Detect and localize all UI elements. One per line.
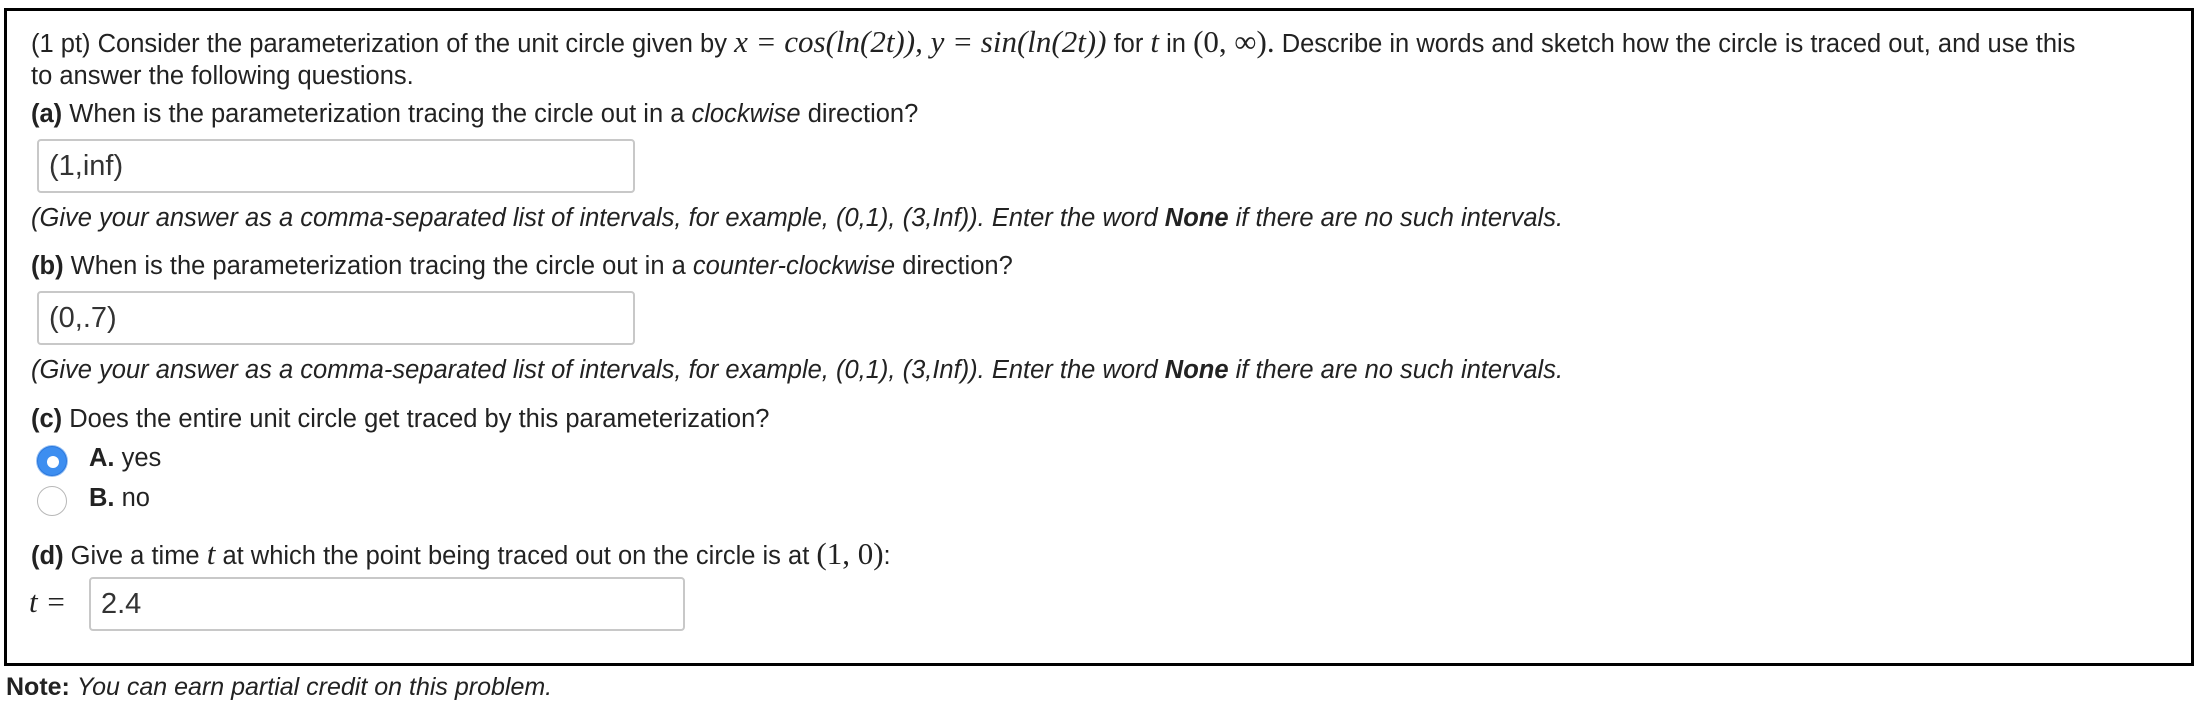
part-d-label: (d) bbox=[31, 542, 64, 570]
target-point: (1, 0) bbox=[816, 536, 884, 571]
hint-text-before: (Give your answer as a comma-separated list of intervals, for example, (0,1), (3,Inf)). Enter the word bbox=[31, 204, 1158, 232]
for-text: for bbox=[1113, 30, 1144, 58]
part-a-text-before: When is the parameterization tracing the circle out in a bbox=[69, 100, 685, 128]
t-variable: t bbox=[1150, 24, 1160, 59]
part-d-question bbox=[31, 537, 891, 573]
points-label: (1 pt) bbox=[31, 30, 91, 58]
part-d-text-after: at which the point being traced out on the circle is at bbox=[222, 542, 810, 570]
option-a-radio[interactable] bbox=[37, 446, 67, 476]
part-b-text-before: When is the parameterization tracing the circle out in a bbox=[70, 252, 686, 280]
part-d-answer-input[interactable]: 2.4 bbox=[89, 577, 685, 631]
hint-text-after: if there are no such intervals. bbox=[1235, 204, 1564, 232]
note-text: You can earn partial credit on this problem. bbox=[76, 673, 553, 701]
hint-text-after: if there are no such intervals. bbox=[1235, 356, 1564, 384]
problem-frame bbox=[4, 8, 2194, 666]
part-b-hint bbox=[31, 353, 1563, 387]
note-label: Note: bbox=[6, 673, 70, 701]
part-d-text-before: Give a time bbox=[70, 542, 200, 570]
question-line-1 bbox=[31, 25, 2075, 61]
part-a-answer-input[interactable]: (1,inf) bbox=[37, 139, 635, 193]
part-c-question bbox=[31, 402, 769, 436]
option-b-letter: B. bbox=[89, 484, 115, 512]
parameterization-expression: x = cos(ln(2t)), y = sin(ln(2t)) bbox=[734, 24, 1107, 59]
part-b-label: (b) bbox=[31, 252, 64, 280]
part-d-t-variable: t bbox=[206, 536, 216, 571]
option-b-label[interactable] bbox=[89, 481, 150, 515]
question-intro: Consider the parameterization of the unit circle given by bbox=[97, 30, 727, 58]
part-a-hint bbox=[31, 201, 1563, 235]
option-a-text: yes bbox=[121, 444, 162, 472]
part-a-text-after: direction? bbox=[807, 100, 919, 128]
hint-none-word: None bbox=[1164, 204, 1229, 232]
part-b-answer-input[interactable]: (0,.7) bbox=[37, 291, 635, 345]
part-a-emphasis: clockwise bbox=[691, 100, 801, 128]
hint-none-word: None bbox=[1164, 356, 1229, 384]
option-a-letter: A. bbox=[89, 444, 115, 472]
part-d-colon: : bbox=[883, 542, 891, 570]
t-equals-label: t = bbox=[29, 584, 67, 619]
note-footer bbox=[6, 672, 552, 702]
option-b-text: no bbox=[121, 484, 150, 512]
part-c-label: (c) bbox=[31, 405, 63, 433]
part-b-question bbox=[31, 249, 1013, 283]
part-b-emphasis: counter-clockwise bbox=[692, 252, 896, 280]
in-text: in bbox=[1166, 30, 1186, 58]
question-line-2: to answer the following questions. bbox=[31, 62, 414, 90]
option-a-label[interactable] bbox=[89, 441, 161, 475]
part-a-question bbox=[31, 97, 918, 131]
part-b-text-after: direction? bbox=[902, 252, 1013, 280]
domain-interval: (0, ∞). bbox=[1193, 24, 1275, 59]
question-rest: Describe in words and sketch how the circle is traced out, and use this bbox=[1281, 30, 2076, 58]
option-b-radio[interactable] bbox=[37, 486, 67, 516]
hint-text-before: (Give your answer as a comma-separated list of intervals, for example, (0,1), (3,Inf)). Enter the word bbox=[31, 356, 1158, 384]
part-c-text: Does the entire unit circle get traced by this parameterization? bbox=[69, 405, 770, 433]
part-a-label: (a) bbox=[31, 100, 63, 128]
